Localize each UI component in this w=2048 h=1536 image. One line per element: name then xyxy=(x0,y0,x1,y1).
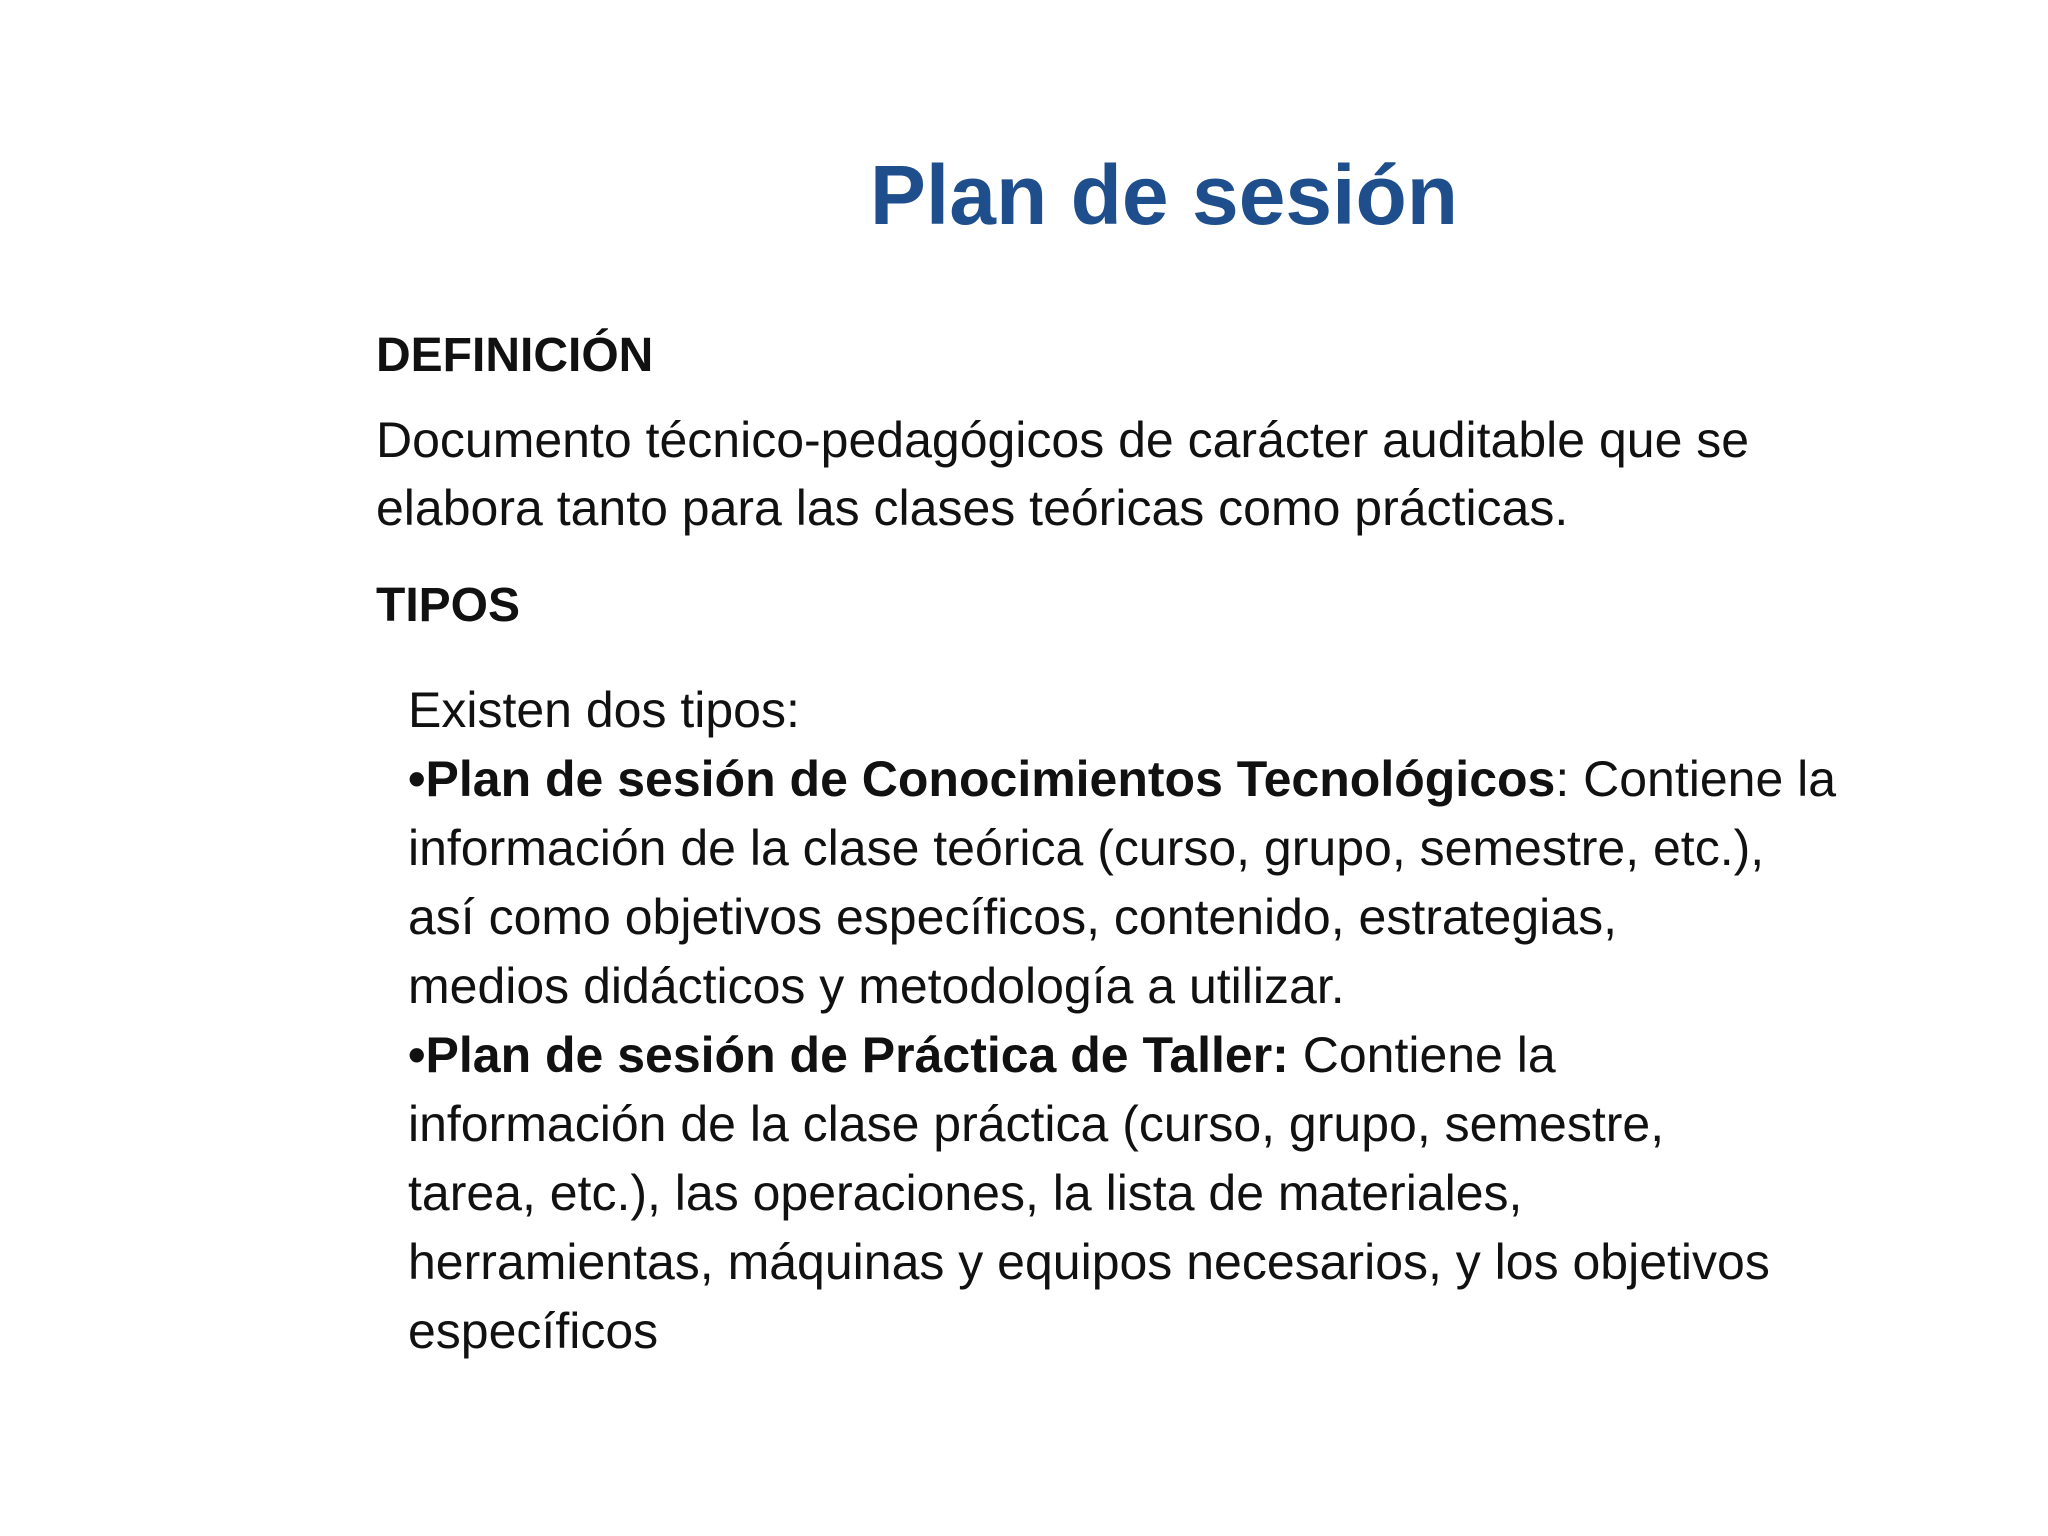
list-item-line: así como objetivos específicos, contenido, estrategias, xyxy=(408,889,1617,945)
bullet-icon: • xyxy=(408,1027,426,1083)
list-item-first-line xyxy=(408,1021,1868,1090)
bullet-icon: • xyxy=(408,751,426,807)
list-item-line: tarea, etc.), las operaciones, la lista de materiales, xyxy=(408,1165,1523,1221)
list-item-line: específicos xyxy=(408,1303,659,1359)
definicion-line: elabora tanto para las clases teóricas como prácticas. xyxy=(376,480,1569,536)
item-bold-label: Plan de sesión de Conocimientos Tecnológicos xyxy=(425,751,1556,807)
tipos-intro: Existen dos tipos: xyxy=(408,682,800,738)
item-bold-label: Plan de sesión de Práctica de Taller: xyxy=(425,1027,1289,1083)
list-item-line: medios didácticos y metodología a utilizar. xyxy=(408,958,1345,1014)
tipos-heading: TIPOS xyxy=(376,579,521,632)
list-item-line: información de la clase teórica (curso, grupo, semestre, etc.), xyxy=(408,820,1765,876)
definicion-text xyxy=(376,406,1856,542)
definicion-heading: DEFINICIÓN xyxy=(376,329,654,382)
tipos-body xyxy=(408,676,1868,1366)
list-item-line: herramientas, máquinas y equipos necesarios, y los objetivos xyxy=(408,1234,1770,1290)
item-text: : Contiene la xyxy=(1555,751,1837,807)
definicion-line: Documento técnico-pedagógicos de carácter auditable que se xyxy=(376,412,1750,468)
item-text: Contiene la xyxy=(1288,1027,1556,1083)
list-item-line: información de la clase práctica (curso, grupo, semestre, xyxy=(408,1096,1665,1152)
page-title: Plan de sesión xyxy=(869,148,1459,242)
list-item-first-line xyxy=(408,745,1868,814)
